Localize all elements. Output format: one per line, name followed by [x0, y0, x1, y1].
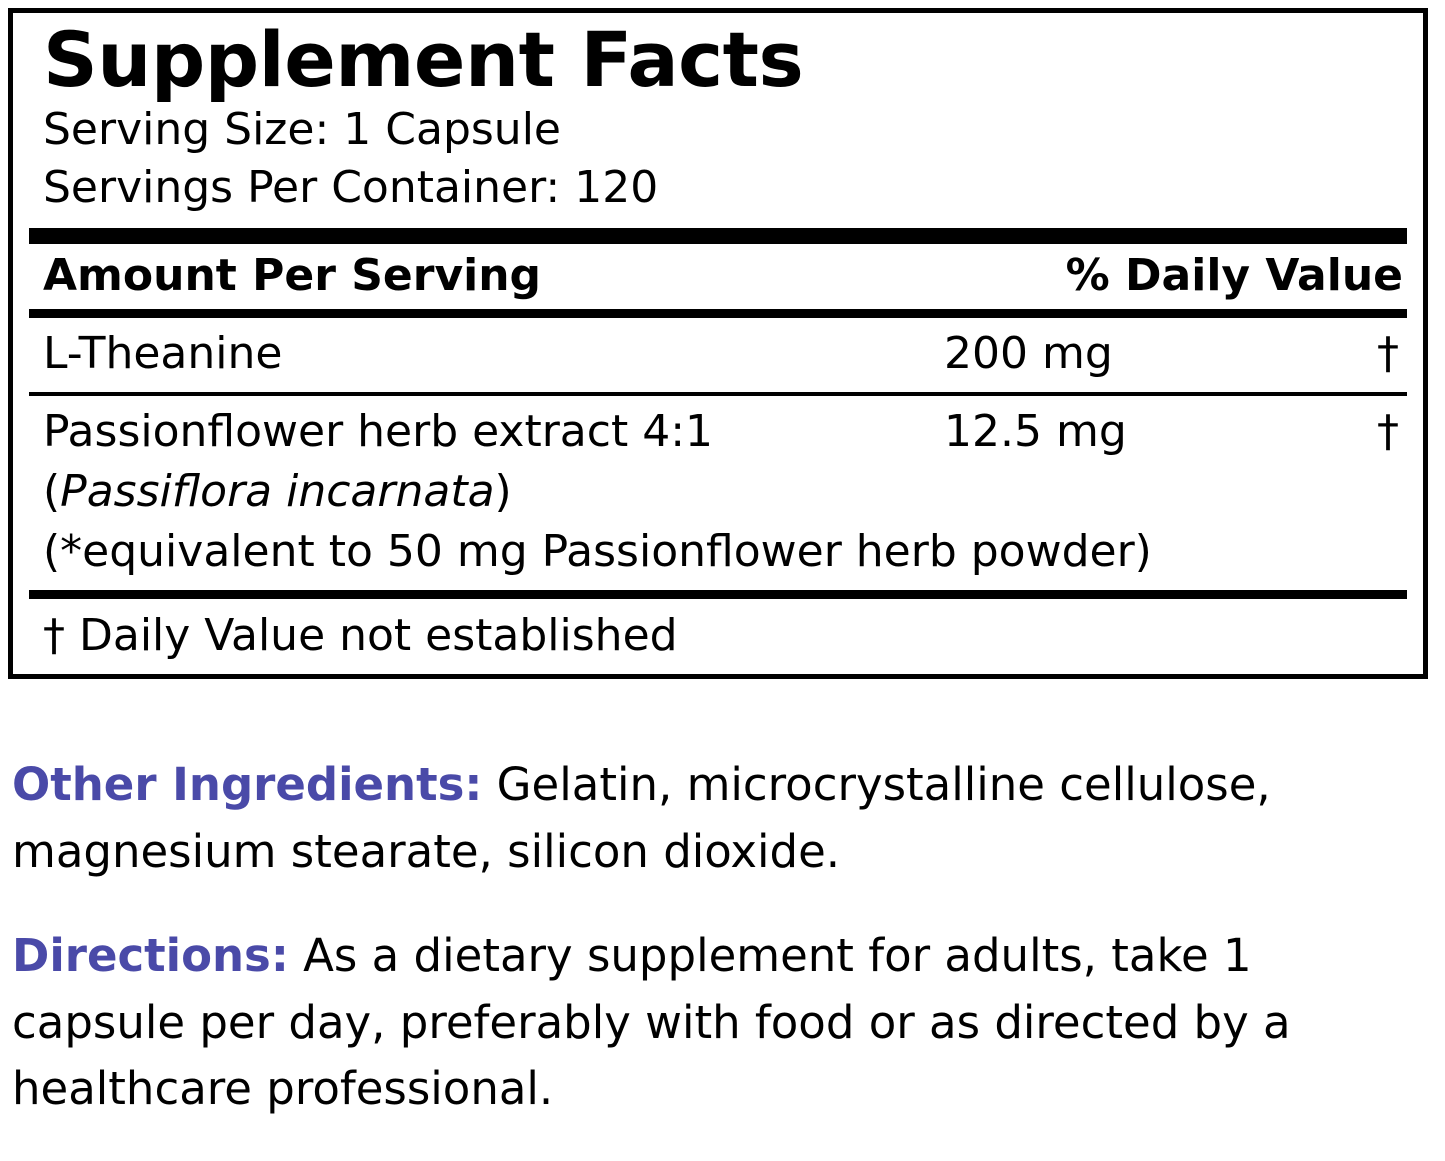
- other-ingredients-paragraph: [12, 752, 1416, 885]
- ingredient-latin-name: (Passiflora incarnata): [43, 466, 512, 518]
- supplement-facts-panel: [8, 8, 1428, 679]
- ingredient-daily-value: †: [1377, 406, 1399, 458]
- ingredient-name: Passionflower herb extract 4:1: [43, 406, 714, 458]
- ingredient-amount: 12.5 mg: [944, 406, 1127, 458]
- amount-per-serving-header: Amount Per Serving: [43, 250, 542, 302]
- ingredient-name: L-Theanine: [43, 328, 283, 380]
- panel-title: Supplement Facts: [43, 15, 804, 104]
- ingredient-amount: 200 mg: [944, 328, 1113, 380]
- other-ingredients-label: Other Ingredients:: [12, 758, 483, 811]
- table-row: [29, 396, 1407, 589]
- daily-value-footnote: † Daily Value not established: [43, 609, 678, 661]
- ingredient-equivalence-note: (*equivalent to 50 mg Passionflower herb powder): [43, 525, 1152, 577]
- table-row: [29, 318, 1407, 392]
- ingredient-daily-value: †: [1377, 328, 1399, 380]
- divider-under-header: [29, 309, 1407, 318]
- serving-size-line: Serving Size: 1 Capsule: [43, 103, 561, 155]
- other-ingredients-text: Gelatin, microcrystalline cellulose, magnesium stearate, silicon dioxide.: [12, 758, 1271, 878]
- divider-above-footnote: [29, 590, 1407, 599]
- table-header-row: [29, 244, 1407, 309]
- directions-paragraph: [12, 923, 1416, 1123]
- label-body-text: [4, 752, 1424, 1161]
- latin-binomial: Passiflora incarnata: [60, 466, 495, 518]
- servings-per-container-line: Servings Per Container: 120: [43, 162, 659, 214]
- daily-value-header: % Daily Value: [1065, 250, 1403, 302]
- directions-text: As a dietary supplement for adults, take 1 capsule per day, preferably with food or as directed by a healthcare professional.: [12, 929, 1291, 1116]
- divider-thick-top: [29, 228, 1407, 244]
- directions-label: Directions:: [12, 929, 289, 983]
